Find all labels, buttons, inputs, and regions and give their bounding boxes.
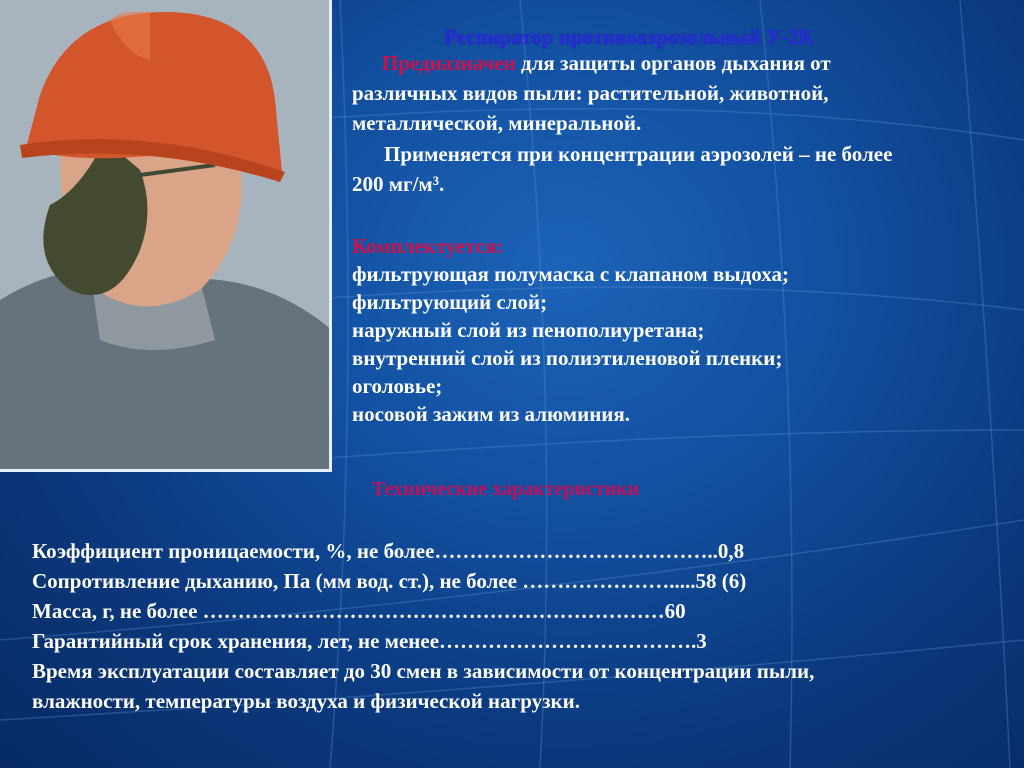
spec-row: Время эксплуатации составляет до 30 смен в зависимости от концентрации пыли, xyxy=(32,659,815,683)
kit-item: фильтрующий слой; xyxy=(352,290,548,314)
purpose-line-3: металлической, минеральной. xyxy=(352,111,642,135)
kit-item: наружный слой из пенополиуретана; xyxy=(352,318,705,342)
spec-row: влажности, температуры воздуха и физической нагрузки. xyxy=(32,689,580,713)
kit-list xyxy=(352,232,789,428)
application-line-1: Применяется при концентрации аэрозолей – не более xyxy=(384,142,893,166)
spec-row: Масса, г, не более …………………………………………………………60 xyxy=(32,599,686,623)
worker-respirator-photo xyxy=(0,0,332,472)
spec-row: Гарантийный срок хранения, лет, не менее……………………………….3 xyxy=(32,629,707,653)
kit-item: носовой зажим из алюминия. xyxy=(352,402,631,426)
purpose-label: Предназначен xyxy=(382,51,516,75)
spec-row: Сопротивление дыханию, Па (мм вод. ст.), не более ………………….....58 (6) xyxy=(32,569,747,593)
kit-item: фильтрующая полумаска с клапаном выдоха; xyxy=(352,262,790,286)
specs-title: Технические характеристики xyxy=(372,478,640,500)
slide-title: Респиратор противоаэрозольный У-2К xyxy=(444,25,815,49)
purpose-line-2: различных видов пыли: растительной, животной, xyxy=(352,81,829,105)
application-line-2: 200 мг/м³. xyxy=(352,172,445,196)
purpose-paragraph xyxy=(352,48,972,78)
kit-item: внутренний слой из полиэтиленовой пленки; xyxy=(352,346,783,370)
kit-item: оголовье; xyxy=(352,374,443,398)
specs-list xyxy=(32,536,814,716)
spec-row: Коэффициент проницаемости, %, не более…………………………………..0,8 xyxy=(32,539,745,563)
kit-label: Комплектуется: xyxy=(352,234,504,258)
purpose-text: для защиты органов дыхания от xyxy=(515,51,831,75)
